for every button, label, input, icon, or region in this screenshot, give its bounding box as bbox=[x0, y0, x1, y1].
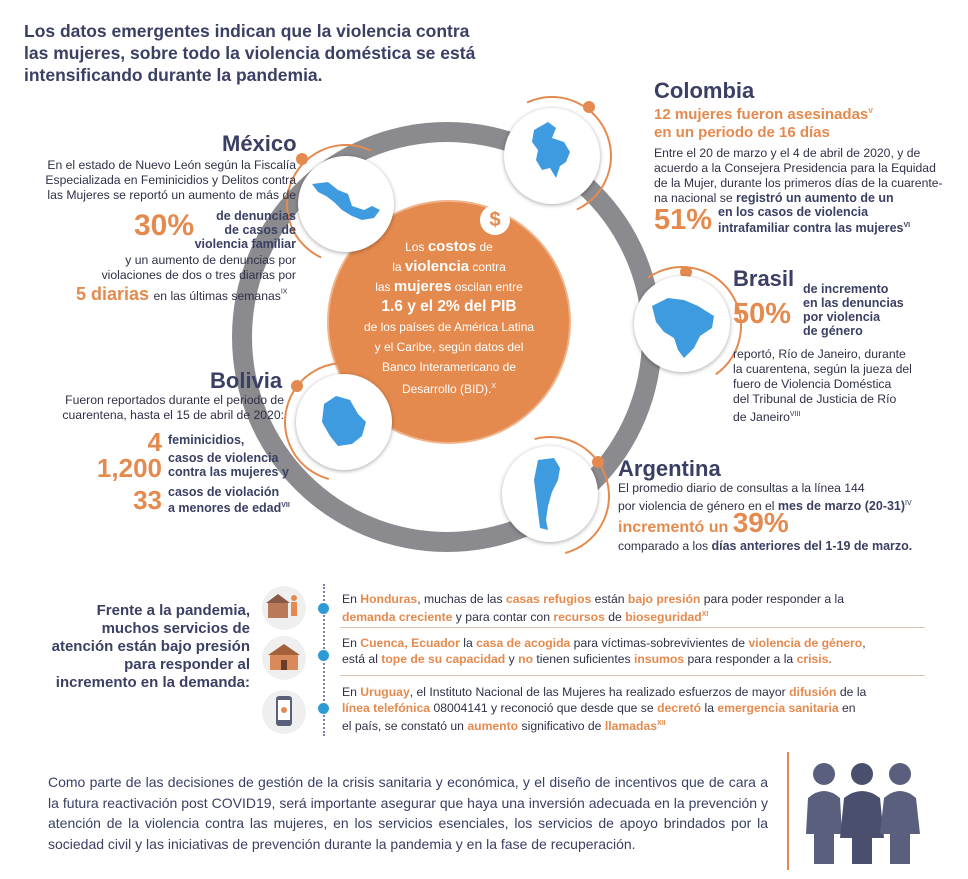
argentina-title: Argentina bbox=[618, 456, 721, 481]
mexico-row2: 5 diarias en las últimas semanas$^{IX}$ bbox=[76, 284, 288, 304]
timeline-dot-honduras bbox=[318, 603, 329, 614]
colombia-map-icon bbox=[504, 108, 600, 204]
separator-2 bbox=[340, 675, 925, 676]
phone-icon bbox=[262, 690, 306, 734]
honduras-item: En Honduras, muchas de las casas refugios están bajo presión para poder responder a la demanda creciente y para contar con recursos de bioseguridad$^{XI}$ bbox=[342, 592, 844, 625]
mexico-label1: de denuncias de casos de violencia familiar bbox=[194, 209, 296, 251]
timeline-dot-uruguay bbox=[318, 703, 329, 714]
colombia-num: 51% bbox=[654, 204, 713, 236]
page-headline: Los datos emergentes indican que la violencia contra las mujeres, sobre todo la violencia doméstica se está intensificando durante la pandemia. bbox=[24, 21, 476, 85]
brasil-map-icon bbox=[634, 276, 730, 372]
colombia-title: Colombia bbox=[654, 78, 755, 103]
uruguay-item: En Uruguay, el Instituto Nacional de las Mujeres ha realizado esfuerzos de mayor difusión de la línea telefónica 08004141 y reconoció que desde que se decretó la emergencia sanitaria en el país, se constató un aumento significativo de llamadas$^{XII}$ bbox=[342, 685, 867, 734]
services-heading: Frente a la pandemia, muchos servicios de atención están bajo presión para responder al incremento en la demanda: bbox=[51, 602, 250, 691]
brasil-body: reportó, Río de Janeiro, durante la cuarentena, según la jueza del fuero de Violencia Doméstica del Tribunal de Justicia de Río de Janeiro$^{VIII}$ bbox=[733, 347, 912, 425]
bolivia-num1: 4 bbox=[147, 427, 162, 457]
mexico-map-icon bbox=[298, 156, 394, 252]
mexico-title: México bbox=[222, 131, 297, 156]
argentina-compare: comparado a los días anteriores del 1-19 de marzo. bbox=[618, 539, 913, 553]
bolivia-body: Fueron reportados durante el periodo de cuarentena, hasta el 15 de abril de 2020: bbox=[62, 393, 284, 422]
bolivia-label2: casos de violencia contra las mujeres y bbox=[168, 451, 289, 479]
argentina-map-circle bbox=[502, 446, 598, 542]
brasil-map-circle bbox=[634, 276, 730, 372]
house-icon bbox=[262, 636, 306, 680]
bolivia-label1: feminicidios, bbox=[168, 433, 245, 447]
women-group-icon bbox=[800, 758, 924, 873]
argentina-increase: incrementó un 39% bbox=[618, 507, 789, 538]
argentina-body: El promedio diario de consultas a la línea 144 por violencia de género en el mes de marzo $(20-31)^{IV}$ bbox=[618, 481, 912, 514]
bolivia-label3: casos de violación a menores de edad$^{VII}$ bbox=[168, 485, 290, 516]
brasil-num: 50% bbox=[733, 298, 792, 330]
colombia-map-circle bbox=[504, 108, 600, 204]
brasil-title: Brasil bbox=[733, 266, 795, 291]
shelter-person-icon bbox=[262, 586, 306, 630]
mexico-end: en las últimas semanas bbox=[153, 289, 281, 303]
closing-divider bbox=[787, 752, 789, 870]
dollar-icon: $ bbox=[480, 205, 510, 235]
timeline-dot-ecuador bbox=[318, 650, 329, 661]
mexico-intro: En el estado de Nuevo León según la Fiscalía Especializada en Feminicidios y Delitos contra las Mujeres se reportó un aumento de más de bbox=[45, 158, 296, 202]
closing-paragraph: Como parte de las decisiones de gestión de la crisis sanitaria y económica, y el diseño de incentivos que de cara a la futura reactivación post COVID19, será importante asegurar que haya una inversión adecuada en la prevención y atención de la violencia contra las mujeres, en los servicios esenciales, los servicios de apoyo brindados por la sociedad civil y las iniciativas de prevención durante la pandemia y en la fase de recuperación. bbox=[48, 774, 768, 852]
bolivia-num3: 33 bbox=[133, 485, 162, 515]
mexico-num1: 30% bbox=[134, 209, 195, 242]
center-text: Los costos de la violencia contra las mujeres oscilan entre 1.6 y el 2% del PIB de los países de América Latina y el Caribe, según datos del Banco Interamericano de Desarrollo (BID).$^X$ bbox=[363, 238, 535, 396]
mexico-mid: y un aumento de denuncias por violaciones de dos o tres diarias por bbox=[101, 253, 296, 282]
bolivia-map-icon bbox=[296, 374, 392, 470]
separator-1 bbox=[340, 627, 925, 628]
argentina-map-icon bbox=[502, 446, 598, 542]
mexico-map-circle bbox=[298, 156, 394, 252]
bolivia-num2: 1,200 bbox=[96, 453, 162, 483]
colombia-subtitle: 12 mujeres fueron asesinadas$^V$ en un periodo de 16 días bbox=[654, 106, 873, 141]
brasil-label: de incremento en las denuncias por violencia de género bbox=[803, 282, 904, 338]
colombia-label: en los casos de violencia intrafamiliar contra las mujeres$^{VI}$ bbox=[718, 205, 911, 236]
bolivia-title: Bolivia bbox=[210, 368, 283, 393]
bolivia-map-circle bbox=[296, 374, 392, 470]
mexico-num2: 5 diarias bbox=[76, 284, 150, 304]
ecuador-item: En Cuenca, Ecuador la casa de acogida para víctimas-sobrevivientes de violencia de género, está al tope de su capacidad y no tienen suficientes insumos para responder a la crisis. bbox=[342, 636, 866, 666]
colombia-body: Entre el 20 de marzo y el 4 de abril de 2020, y de acuerdo a la Consejera Presidencia para la Equidad de la Mujer, durante los primeros días de la cuarente- na nacional se registró un aumento de un bbox=[654, 146, 943, 205]
